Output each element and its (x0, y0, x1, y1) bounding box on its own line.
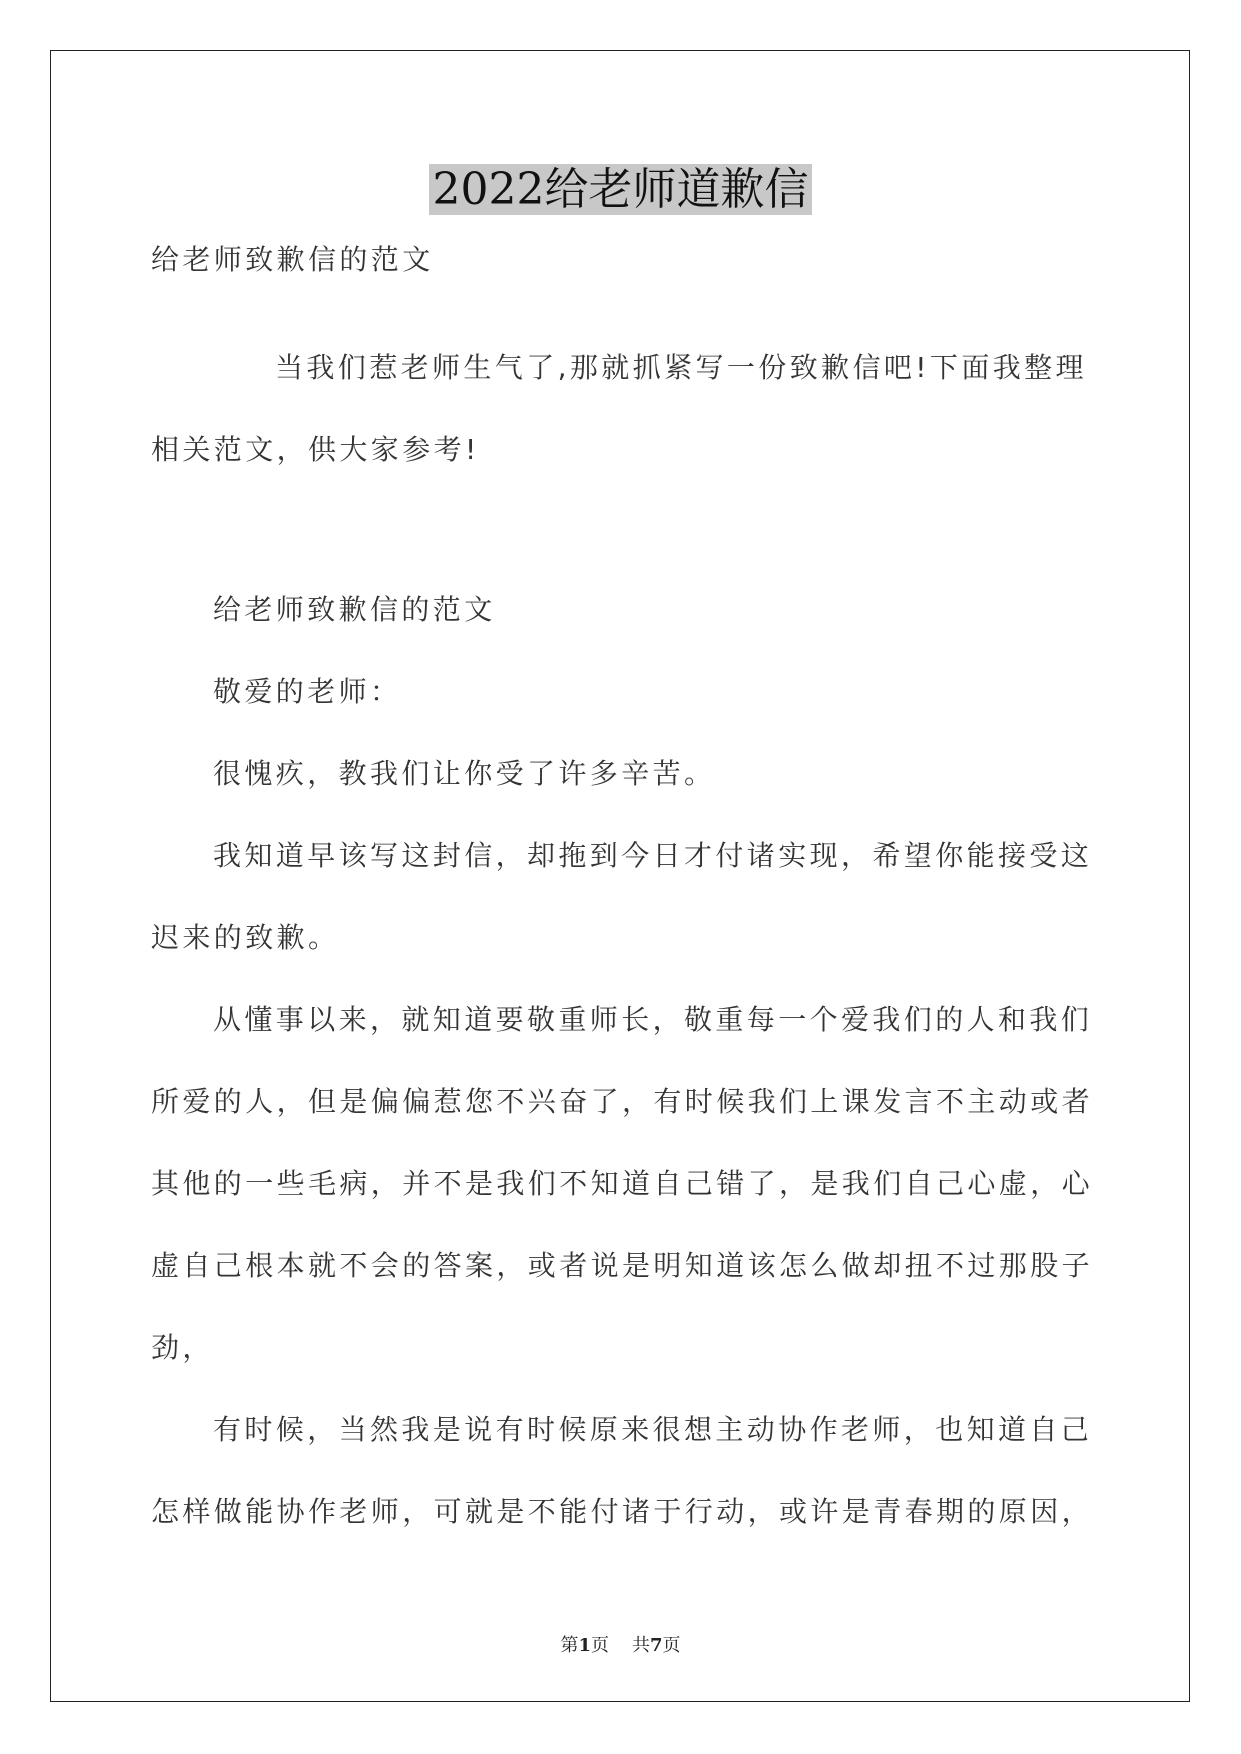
page-border (50, 50, 1190, 1702)
intro-line-1: 当我们惹老师生气了,那就抓紧写一份致歉信吧!下面我整理 (275, 351, 1087, 384)
paragraph-4-line-1: 有时候，当然我是说有时候原来很想主动协作老师，也知道自己 (213, 1413, 1093, 1446)
paragraph-3-line-1: 从懂事以来，就知道要敬重师长，敬重每一个爱我们的人和我们 (213, 1003, 1093, 1036)
footer-page-suffix: 页 (591, 1635, 610, 1656)
paragraph-3-line-2: 所爱的人，但是偏偏惹您不兴奋了，有时候我们上课发言不主动或者 (151, 1085, 1094, 1118)
document-title (0, 162, 1241, 218)
footer-total-number: 7 (649, 1635, 663, 1656)
paragraph-3-line-4: 虚自己根本就不会的答案，或者说是明知道该怎么做却扭不过那股子 (151, 1249, 1094, 1282)
footer-page-prefix: 第 (560, 1635, 579, 1656)
footer-page-number: 1 (578, 1635, 592, 1656)
paragraph-3-line-5: 劲， (151, 1331, 214, 1364)
paragraph-3-line-3: 其他的一些毛病，并不是我们不知道自己错了，是我们自己心虚，心 (151, 1167, 1094, 1200)
title-text: 2022给老师道歉信 (429, 164, 813, 215)
paragraph-2-line-1: 我知道早该写这封信，却拖到今日才付诸实现，希望你能接受这 (213, 839, 1093, 872)
paragraph-4-line-2: 怎样做能协作老师，可就是不能付诸于行动，或许是青春期的原因， (151, 1495, 1094, 1528)
intro-line-2: 相关范文，供大家参考! (151, 433, 480, 466)
salutation: 敬爱的老师： (213, 675, 402, 708)
paragraph-2-line-2: 迟来的致歉。 (151, 921, 340, 954)
subtitle-line: 给老师致歉信的范文 (151, 243, 434, 276)
letter-heading: 给老师致歉信的范文 (213, 593, 496, 626)
page-footer (0, 1631, 1241, 1657)
footer-total-prefix: 共 (631, 1635, 650, 1656)
footer-total-suffix: 页 (662, 1635, 681, 1656)
paragraph-1-line-1: 很愧疚，教我们让你受了许多辛苦。 (213, 757, 716, 790)
